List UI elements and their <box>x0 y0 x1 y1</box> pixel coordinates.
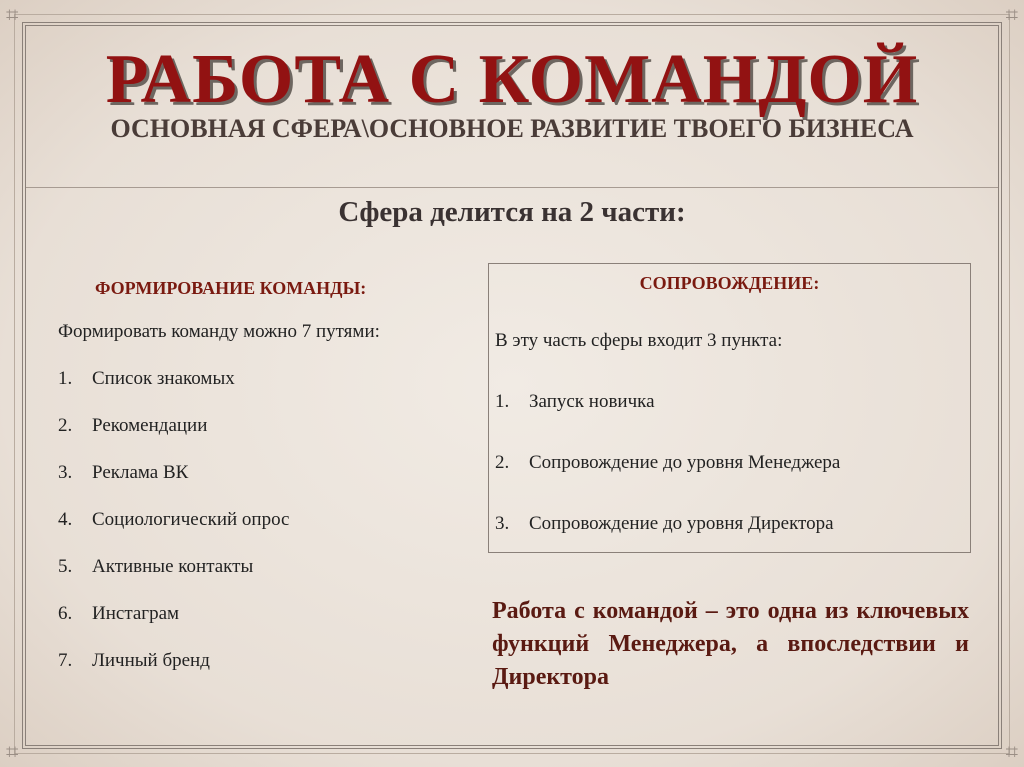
list-item <box>495 511 964 572</box>
list-text: Инстаграм <box>92 603 180 624</box>
list-number: 3. <box>58 462 73 483</box>
list-item <box>58 554 478 601</box>
list-text: Сопровождение до уровня Менеджера <box>529 452 841 473</box>
list-text: Личный бренд <box>92 650 210 671</box>
divider <box>26 187 998 188</box>
corner-ornament-icon: ⌗ <box>1005 739 1018 764</box>
list-text: Сопровождение до уровня Директора <box>529 513 834 534</box>
list-number: 5. <box>58 556 73 577</box>
list-text: Рекомендации <box>92 415 208 436</box>
sphere-heading: Сфера делится на 2 части: <box>338 196 686 228</box>
list-number: 3. <box>495 513 510 534</box>
section-intro: Формировать команду можно 7 путями: <box>58 321 380 342</box>
list-text: Запуск новичка <box>529 391 655 412</box>
slide-subtitle: ОСНОВНАЯ СФЕРА\ОСНОВНОЕ РАЗВИТИЕ ТВОЕГО БИЗНЕСА <box>110 114 914 143</box>
list-number: 1. <box>58 368 73 389</box>
list-number: 4. <box>58 509 73 530</box>
list-item <box>58 413 478 460</box>
team-formation-section <box>58 278 478 695</box>
list-text: Реклама ВК <box>92 462 189 483</box>
corner-ornament-icon: ⌗ <box>6 2 19 27</box>
list-text: Активные контакты <box>92 556 254 577</box>
section-heading: СОПРОВОЖДЕНИЕ: <box>639 273 820 293</box>
corner-ornament-icon: ⌗ <box>1005 2 1018 27</box>
list-number: 2. <box>58 415 73 436</box>
list-text: Социологический опрос <box>92 509 290 530</box>
conclusion-text: Работа с командой – это одна из ключевых функций Менеджера, а впоследствии и Директора <box>492 598 969 690</box>
list-item <box>58 601 478 648</box>
list-item <box>495 389 964 450</box>
section-heading: ФОРМИРОВАНИЕ КОМАНДЫ: <box>95 278 367 298</box>
support-section-box <box>488 263 971 553</box>
list-number: 2. <box>495 452 510 473</box>
list-item <box>495 450 964 511</box>
list-item <box>58 366 478 413</box>
list-number: 6. <box>58 603 73 624</box>
list-number: 7. <box>58 650 73 671</box>
list-item <box>58 507 478 554</box>
corner-ornament-icon: ⌗ <box>6 739 19 764</box>
section-intro: В эту часть сферы входит 3 пункта: <box>495 330 783 351</box>
list-number: 1. <box>495 391 510 412</box>
list-text: Список знакомых <box>92 368 235 389</box>
slide-title: РАБОТА С КОМАНДОЙ <box>105 41 919 118</box>
list-item <box>58 648 478 695</box>
list-item <box>58 460 478 507</box>
